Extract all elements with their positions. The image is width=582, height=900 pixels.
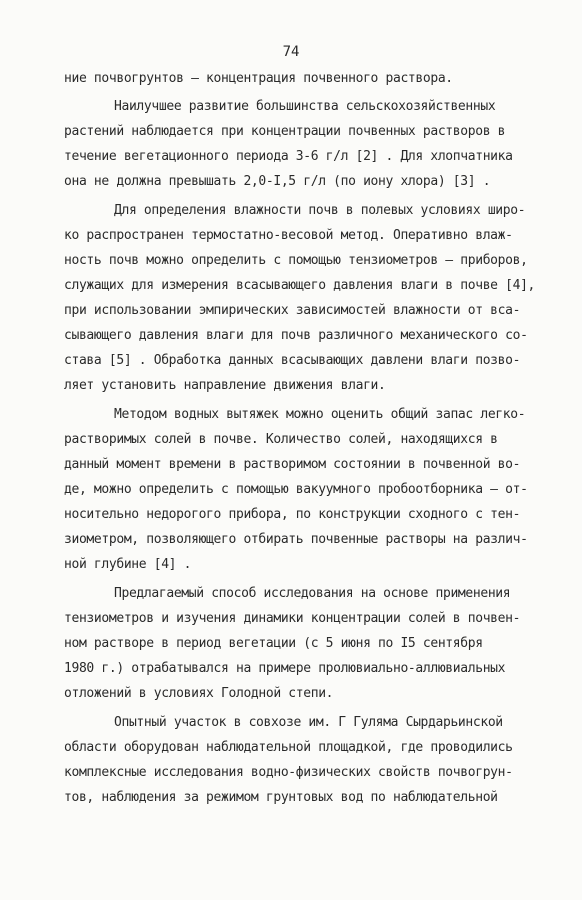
text-line-21: Предлагаемый способ исследования на основе применения [114,586,511,601]
text-line-29: тов, наблюдения за режимом грунтовых вод по наблюдательной [64,790,498,805]
text-line-17: де, можно определить с помощью вакуумного пробоотборника – от- [64,482,528,497]
text-line-03: растений наблюдается при концентрации почвенных растворов в [64,124,506,139]
text-line-24: 1980 г.) отрабатывался на примере пролювиально-аллювиальных [64,661,506,676]
text-line-05: она не должна превышать 2,0-I,5 г/л (по иону хлора) [3] . [64,174,491,189]
text-line-27: области оборудован наблюдательной площадкой, где проводились [64,740,513,755]
text-line-01: ние почвогрунтов – концентрация почвенного раствора. [64,71,453,86]
text-line-18: носительно недорогого прибора, по конструкции сходного с тен- [64,507,521,522]
page-number: 74 [282,44,300,60]
text-line-11: сывающего давления влаги для почв различного механического со- [64,328,528,343]
text-line-07: ко распространен термостатно-весовой метод. Оперативно влаж- [64,228,513,243]
text-line-25: отложений в условиях Голодной степи. [64,686,334,701]
text-line-02: Наилучшее развитие большинства сельскохозяйственных [114,99,496,114]
text-line-28: комплексные исследования водно-физических свойств почвогрун- [64,765,513,780]
text-line-04: течение вегетационного периода 3-6 г/л [2] . Для хлопчатника [64,149,513,164]
text-line-26: Опытный участок в совхозе им. Г Гуляма Сырдарьинской [114,715,503,730]
text-line-09: служащих для измерения всасывающего давления влаги в почве [4], [64,278,536,293]
text-line-22: тензиометров и изучения динамики концентрации солей в почвен- [64,611,521,626]
text-line-19: зиометром, позволяющего отбирать почвенные растворы на различ- [64,532,528,547]
text-line-15: растворимых солей в почве. Количество солей, находящихся в [64,432,498,447]
text-line-06: Для определения влажности почв в полевых условиях широ- [114,203,526,218]
text-line-16: данный момент времени в растворимом состоянии в почвенной во- [64,457,521,472]
text-line-10: при использовании эмпирических зависимостей влажности от вса- [64,303,521,318]
text-line-13: ляет установить направление движения влаги. [64,378,386,393]
text-line-12: става [5] . Обработка данных всасывающих давлени влаги позво- [64,353,521,368]
text-line-20: ной глубине [4] . [64,557,192,572]
text-line-14: Методом водных вытяжек можно оценить общий запас легко- [114,407,526,422]
text-line-23: ном растворе в период вегетации (с 5 июня по I5 сентября [64,636,483,651]
text-line-08: ность почв можно определить с помощью тензиометров – приборов, [64,253,528,268]
